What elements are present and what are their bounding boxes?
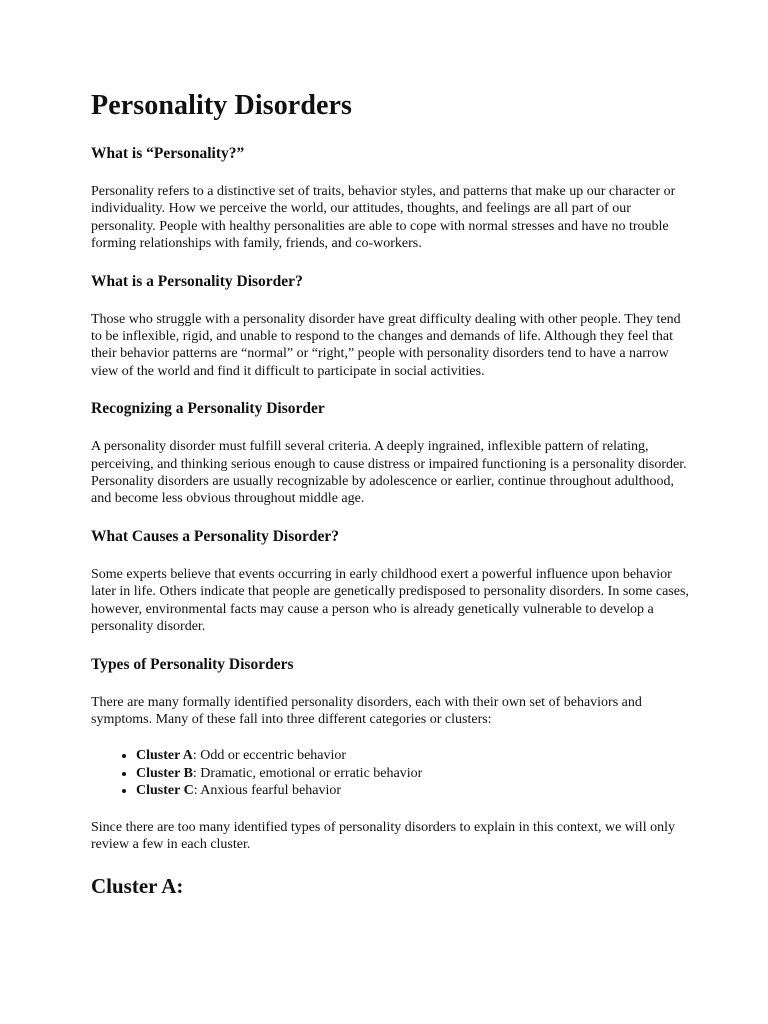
list-item (136, 765, 691, 782)
cluster-a-heading: Cluster A: (91, 874, 184, 899)
section-heading-what-is-disorder: What is a Personality Disorder? (91, 272, 303, 290)
cluster-name: Cluster B (136, 765, 193, 781)
section-heading-types: Types of Personality Disorders (91, 655, 294, 673)
paragraph-what-is-disorder: Those who struggle with a personality disorder have great difficulty dealing with other people. They tend to be inflexible, rigid, and unable to respond to the changes and demands of life. Although they feel that their behavior patterns are “normal” or “right,” people with personality disorders tend to have a narrow view of the world and find it difficult to participate in social activities. (91, 311, 681, 379)
section-heading-recognizing: Recognizing a Personality Disorder (91, 400, 325, 418)
section-heading-what-is-personality: What is “Personality?” (91, 145, 245, 162)
cluster-list (91, 747, 691, 799)
list-item (136, 782, 691, 799)
paragraph-closing: Since there are too many identified types of personality disorders to explain in this context, we will only review a few in each cluster. (91, 819, 675, 852)
cluster-description: : Dramatic, emotional or erratic behavior (192, 765, 423, 781)
cluster-name: Cluster A (136, 748, 193, 764)
paragraph-causes: Some experts believe that events occurring in early childhood exert a powerful influence upon behavior later in life. Others indicate that people are genetically predisposed to personality disorders. In some cases, however, environmental facts may cause a person who is already genetically vulnerable to develop a personality disorder. (91, 566, 689, 635)
paragraph-types: There are many formally identified personality disorders, each with their own set of behaviors and symptoms. Many of these fall into three different categories or clusters: (91, 694, 642, 727)
cluster-name: Cluster C (136, 783, 194, 799)
paragraph-recognizing: A personality disorder must fulfill several criteria. A deeply ingrained, inflexible pattern of relating, perceiving, and thinking serious enough to cause distress or impaired functioning is a personality disorder. Personality disorders are usually recognizable by adolescence or earlier, continue throughout adulthood, and become less obvious throughout middle age. (91, 439, 687, 507)
cluster-description: : Anxious fearful behavior (193, 783, 342, 799)
list-item (136, 747, 691, 764)
section-heading-causes: What Causes a Personality Disorder? (91, 527, 339, 545)
document-title: Personality Disorders (91, 90, 353, 121)
cluster-description: : Odd or eccentric behavior (192, 748, 347, 764)
paragraph-what-is-personality: Personality refers to a distinctive set of traits, behavior styles, and patterns that make up our character or individuality. How we perceive the world, our attitudes, thoughts, and feelings are all part of our personality. People with healthy personalities are able to cope with normal stresses and have no trouble forming relationships with family, friends, and co-workers. (91, 184, 676, 252)
document-page (91, 88, 691, 900)
